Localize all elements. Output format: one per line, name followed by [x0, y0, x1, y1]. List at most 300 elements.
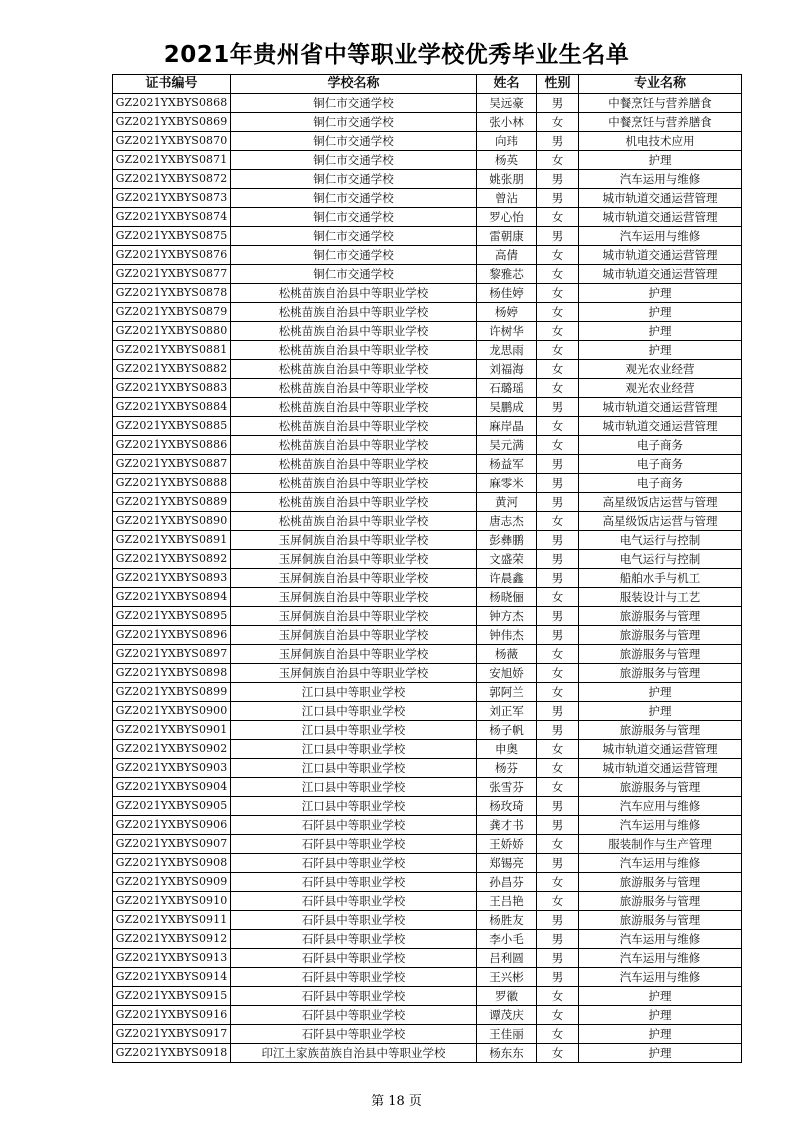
student-name-cell: 许树华 — [477, 322, 537, 341]
gender-cell: 男 — [537, 702, 579, 721]
gender-cell: 男 — [537, 550, 579, 569]
table-row — [113, 189, 742, 208]
certificate-no-cell: GZ2021YXBYS0907 — [113, 835, 231, 854]
major-cell: 护理 — [579, 1044, 742, 1063]
major-cell: 护理 — [579, 322, 742, 341]
major-cell: 旅游服务与管理 — [579, 911, 742, 930]
school-name-cell: 铜仁市交通学校 — [231, 113, 477, 132]
student-name-cell: 郭阿兰 — [477, 683, 537, 702]
major-cell: 护理 — [579, 683, 742, 702]
student-name-cell: 黄河 — [477, 493, 537, 512]
table-row — [113, 151, 742, 170]
school-name-cell: 铜仁市交通学校 — [231, 151, 477, 170]
major-cell: 高星级饭店运营与管理 — [579, 493, 742, 512]
table-row — [113, 379, 742, 398]
gender-cell: 女 — [537, 512, 579, 531]
school-name-cell: 玉屏侗族自治县中等职业学校 — [231, 569, 477, 588]
table-header — [113, 75, 742, 94]
table-row — [113, 797, 742, 816]
certificate-no-cell: GZ2021YXBYS0887 — [113, 455, 231, 474]
student-name-cell: 钟伟杰 — [477, 626, 537, 645]
certificate-no-cell: GZ2021YXBYS0909 — [113, 873, 231, 892]
school-name-cell: 玉屏侗族自治县中等职业学校 — [231, 664, 477, 683]
school-name-cell: 石阡县中等职业学校 — [231, 892, 477, 911]
school-name-cell: 松桃苗族自治县中等职业学校 — [231, 417, 477, 436]
certificate-no-cell: GZ2021YXBYS0872 — [113, 170, 231, 189]
student-name-cell: 黎雅芯 — [477, 265, 537, 284]
major-cell: 旅游服务与管理 — [579, 664, 742, 683]
certificate-no-cell: GZ2021YXBYS0897 — [113, 645, 231, 664]
gender-cell: 女 — [537, 778, 579, 797]
table-row — [113, 474, 742, 493]
gender-cell: 男 — [537, 949, 579, 968]
table-row — [113, 645, 742, 664]
certificate-no-cell: GZ2021YXBYS0873 — [113, 189, 231, 208]
student-name-cell: 龙思雨 — [477, 341, 537, 360]
gender-cell: 女 — [537, 664, 579, 683]
student-name-cell: 吴元满 — [477, 436, 537, 455]
certificate-no-cell: GZ2021YXBYS0905 — [113, 797, 231, 816]
major-cell: 城市轨道交通运营管理 — [579, 208, 742, 227]
major-cell: 服装设计与工艺 — [579, 588, 742, 607]
school-name-cell: 石阡县中等职业学校 — [231, 930, 477, 949]
school-name-cell: 松桃苗族自治县中等职业学校 — [231, 284, 477, 303]
student-name-cell: 杨子帆 — [477, 721, 537, 740]
table-row — [113, 911, 742, 930]
student-name-cell: 王兴彬 — [477, 968, 537, 987]
school-name-cell: 石阡县中等职业学校 — [231, 987, 477, 1006]
gender-cell: 女 — [537, 1044, 579, 1063]
student-name-cell: 谭茂庆 — [477, 1006, 537, 1025]
header-certificate-no: 证书编号 — [113, 75, 231, 94]
table-row — [113, 987, 742, 1006]
gender-cell: 男 — [537, 816, 579, 835]
certificate-no-cell: GZ2021YXBYS0883 — [113, 379, 231, 398]
gender-cell: 女 — [537, 341, 579, 360]
major-cell: 旅游服务与管理 — [579, 607, 742, 626]
table-row — [113, 1025, 742, 1044]
gender-cell: 女 — [537, 360, 579, 379]
page-number: 第 18 页 — [371, 1094, 422, 1109]
certificate-no-cell: GZ2021YXBYS0869 — [113, 113, 231, 132]
student-name-cell: 吴鹏成 — [477, 398, 537, 417]
student-name-cell: 杨益军 — [477, 455, 537, 474]
page-title: 2021年贵州省中等职业学校优秀毕业生名单 — [163, 42, 630, 68]
major-cell: 服装制作与生产管理 — [579, 835, 742, 854]
gender-cell: 男 — [537, 227, 579, 246]
gender-cell: 男 — [537, 721, 579, 740]
certificate-no-cell: GZ2021YXBYS0882 — [113, 360, 231, 379]
school-name-cell: 铜仁市交通学校 — [231, 208, 477, 227]
student-name-cell: 杨薇 — [477, 645, 537, 664]
major-cell: 汽车运用与维修 — [579, 170, 742, 189]
table-row — [113, 455, 742, 474]
major-cell: 城市轨道交通运营管理 — [579, 189, 742, 208]
gender-cell: 男 — [537, 607, 579, 626]
student-name-cell: 唐志杰 — [477, 512, 537, 531]
gender-cell: 女 — [537, 303, 579, 322]
school-name-cell: 松桃苗族自治县中等职业学校 — [231, 398, 477, 417]
gender-cell: 女 — [537, 417, 579, 436]
table-row — [113, 1044, 742, 1063]
student-name-cell: 杨玫琦 — [477, 797, 537, 816]
school-name-cell: 江口县中等职业学校 — [231, 683, 477, 702]
major-cell: 电子商务 — [579, 474, 742, 493]
table-row — [113, 208, 742, 227]
table-row — [113, 113, 742, 132]
student-name-cell: 麻零米 — [477, 474, 537, 493]
certificate-no-cell: GZ2021YXBYS0879 — [113, 303, 231, 322]
school-name-cell: 铜仁市交通学校 — [231, 189, 477, 208]
header-row — [113, 75, 742, 94]
certificate-no-cell: GZ2021YXBYS0884 — [113, 398, 231, 417]
school-name-cell: 玉屏侗族自治县中等职业学校 — [231, 550, 477, 569]
gender-cell: 男 — [537, 854, 579, 873]
school-name-cell: 江口县中等职业学校 — [231, 721, 477, 740]
major-cell: 城市轨道交通运营管理 — [579, 759, 742, 778]
certificate-no-cell: GZ2021YXBYS0885 — [113, 417, 231, 436]
major-cell: 高星级饭店运营与管理 — [579, 512, 742, 531]
major-cell: 汽车运用与维修 — [579, 949, 742, 968]
table-row — [113, 417, 742, 436]
certificate-no-cell: GZ2021YXBYS0915 — [113, 987, 231, 1006]
gender-cell: 男 — [537, 474, 579, 493]
major-cell: 汽车运用与维修 — [579, 816, 742, 835]
major-cell: 电气运行与控制 — [579, 531, 742, 550]
school-name-cell: 石阡县中等职业学校 — [231, 835, 477, 854]
student-name-cell: 王佳丽 — [477, 1025, 537, 1044]
certificate-no-cell: GZ2021YXBYS0875 — [113, 227, 231, 246]
certificate-no-cell: GZ2021YXBYS0877 — [113, 265, 231, 284]
gender-cell: 女 — [537, 113, 579, 132]
gender-cell: 女 — [537, 322, 579, 341]
table-row — [113, 835, 742, 854]
gender-cell: 女 — [537, 588, 579, 607]
school-name-cell: 松桃苗族自治县中等职业学校 — [231, 379, 477, 398]
table-row — [113, 759, 742, 778]
gender-cell: 女 — [537, 151, 579, 170]
certificate-no-cell: GZ2021YXBYS0908 — [113, 854, 231, 873]
school-name-cell: 铜仁市交通学校 — [231, 132, 477, 151]
table-row — [113, 569, 742, 588]
major-cell: 城市轨道交通运营管理 — [579, 740, 742, 759]
major-cell: 汽车运用与维修 — [579, 227, 742, 246]
student-name-cell: 雷朝康 — [477, 227, 537, 246]
table-row — [113, 588, 742, 607]
gender-cell: 男 — [537, 569, 579, 588]
student-name-cell: 王吕艳 — [477, 892, 537, 911]
major-cell: 机电技术应用 — [579, 132, 742, 151]
major-cell: 护理 — [579, 987, 742, 1006]
student-name-cell: 杨婷 — [477, 303, 537, 322]
student-name-cell: 龚才书 — [477, 816, 537, 835]
gender-cell: 男 — [537, 170, 579, 189]
certificate-no-cell: GZ2021YXBYS0889 — [113, 493, 231, 512]
student-name-cell: 罗心怡 — [477, 208, 537, 227]
gender-cell: 男 — [537, 189, 579, 208]
student-name-cell: 刘正军 — [477, 702, 537, 721]
gender-cell: 男 — [537, 911, 579, 930]
table-row — [113, 664, 742, 683]
certificate-no-cell: GZ2021YXBYS0917 — [113, 1025, 231, 1044]
gender-cell: 男 — [537, 398, 579, 417]
school-name-cell: 石阡县中等职业学校 — [231, 854, 477, 873]
major-cell: 城市轨道交通运营管理 — [579, 417, 742, 436]
major-cell: 汽车运用与维修 — [579, 854, 742, 873]
gender-cell: 女 — [537, 1006, 579, 1025]
school-name-cell: 石阡县中等职业学校 — [231, 949, 477, 968]
table-row — [113, 930, 742, 949]
school-name-cell: 石阡县中等职业学校 — [231, 1006, 477, 1025]
table-row — [113, 360, 742, 379]
school-name-cell: 江口县中等职业学校 — [231, 778, 477, 797]
gender-cell: 女 — [537, 645, 579, 664]
student-name-cell: 李小毛 — [477, 930, 537, 949]
school-name-cell: 松桃苗族自治县中等职业学校 — [231, 436, 477, 455]
table-row — [113, 778, 742, 797]
gender-cell: 男 — [537, 968, 579, 987]
student-name-cell: 高倩 — [477, 246, 537, 265]
gender-cell: 男 — [537, 455, 579, 474]
table-row — [113, 740, 742, 759]
table-row — [113, 341, 742, 360]
school-name-cell: 松桃苗族自治县中等职业学校 — [231, 360, 477, 379]
table-row — [113, 702, 742, 721]
gender-cell: 男 — [537, 493, 579, 512]
certificate-no-cell: GZ2021YXBYS0886 — [113, 436, 231, 455]
header-school-name: 学校名称 — [231, 75, 477, 94]
certificate-no-cell: GZ2021YXBYS0876 — [113, 246, 231, 265]
student-name-cell: 郑锡亮 — [477, 854, 537, 873]
major-cell: 旅游服务与管理 — [579, 626, 742, 645]
school-name-cell: 松桃苗族自治县中等职业学校 — [231, 322, 477, 341]
school-name-cell: 石阡县中等职业学校 — [231, 968, 477, 987]
gender-cell: 男 — [537, 930, 579, 949]
school-name-cell: 铜仁市交通学校 — [231, 246, 477, 265]
student-name-cell: 张小林 — [477, 113, 537, 132]
student-name-cell: 向玮 — [477, 132, 537, 151]
gender-cell: 女 — [537, 835, 579, 854]
student-name-cell: 钟方杰 — [477, 607, 537, 626]
school-name-cell: 玉屏侗族自治县中等职业学校 — [231, 645, 477, 664]
gender-cell: 女 — [537, 759, 579, 778]
header-gender: 性别 — [537, 75, 579, 94]
major-cell: 护理 — [579, 341, 742, 360]
major-cell: 护理 — [579, 284, 742, 303]
certificate-no-cell: GZ2021YXBYS0903 — [113, 759, 231, 778]
school-name-cell: 石阡县中等职业学校 — [231, 873, 477, 892]
certificate-no-cell: GZ2021YXBYS0878 — [113, 284, 231, 303]
certificate-no-cell: GZ2021YXBYS0893 — [113, 569, 231, 588]
major-cell: 护理 — [579, 151, 742, 170]
certificate-no-cell: GZ2021YXBYS0874 — [113, 208, 231, 227]
table-row — [113, 550, 742, 569]
gender-cell: 女 — [537, 892, 579, 911]
certificate-no-cell: GZ2021YXBYS0868 — [113, 94, 231, 113]
school-name-cell: 江口县中等职业学校 — [231, 759, 477, 778]
major-cell: 护理 — [579, 1025, 742, 1044]
student-name-cell: 孙昌芬 — [477, 873, 537, 892]
student-name-cell: 吕利圆 — [477, 949, 537, 968]
student-name-cell: 麻岸晶 — [477, 417, 537, 436]
table-row — [113, 1006, 742, 1025]
table-row — [113, 873, 742, 892]
gender-cell: 女 — [537, 379, 579, 398]
school-name-cell: 玉屏侗族自治县中等职业学校 — [231, 607, 477, 626]
certificate-no-cell: GZ2021YXBYS0900 — [113, 702, 231, 721]
school-name-cell: 松桃苗族自治县中等职业学校 — [231, 303, 477, 322]
major-cell: 旅游服务与管理 — [579, 778, 742, 797]
major-cell: 电气运行与控制 — [579, 550, 742, 569]
student-name-cell: 杨芬 — [477, 759, 537, 778]
school-name-cell: 铜仁市交通学校 — [231, 94, 477, 113]
gender-cell: 女 — [537, 740, 579, 759]
gender-cell: 女 — [537, 265, 579, 284]
certificate-no-cell: GZ2021YXBYS0910 — [113, 892, 231, 911]
table-row — [113, 227, 742, 246]
gender-cell: 男 — [537, 531, 579, 550]
certificate-no-cell: GZ2021YXBYS0911 — [113, 911, 231, 930]
table-row — [113, 683, 742, 702]
certificate-no-cell: GZ2021YXBYS0888 — [113, 474, 231, 493]
table-row — [113, 322, 742, 341]
certificate-no-cell: GZ2021YXBYS0894 — [113, 588, 231, 607]
student-name-cell: 申奥 — [477, 740, 537, 759]
student-name-cell: 张雪芬 — [477, 778, 537, 797]
major-cell: 汽车运用与维修 — [579, 968, 742, 987]
gender-cell: 男 — [537, 132, 579, 151]
table-body — [113, 94, 742, 1063]
certificate-no-cell: GZ2021YXBYS0871 — [113, 151, 231, 170]
school-name-cell: 印江土家族苗族自治县中等职业学校 — [231, 1044, 477, 1063]
major-cell: 护理 — [579, 1006, 742, 1025]
certificate-no-cell: GZ2021YXBYS0914 — [113, 968, 231, 987]
certificate-no-cell: GZ2021YXBYS0898 — [113, 664, 231, 683]
certificate-no-cell: GZ2021YXBYS0880 — [113, 322, 231, 341]
student-name-cell: 姚张朋 — [477, 170, 537, 189]
student-name-cell: 罗徽 — [477, 987, 537, 1006]
certificate-no-cell: GZ2021YXBYS0916 — [113, 1006, 231, 1025]
gender-cell: 女 — [537, 284, 579, 303]
certificate-no-cell: GZ2021YXBYS0902 — [113, 740, 231, 759]
school-name-cell: 松桃苗族自治县中等职业学校 — [231, 512, 477, 531]
table-row — [113, 531, 742, 550]
certificate-no-cell: GZ2021YXBYS0913 — [113, 949, 231, 968]
certificate-no-cell: GZ2021YXBYS0891 — [113, 531, 231, 550]
header-major: 专业名称 — [579, 75, 742, 94]
major-cell: 电子商务 — [579, 455, 742, 474]
certificate-no-cell: GZ2021YXBYS0896 — [113, 626, 231, 645]
major-cell: 汽车运用与维修 — [579, 930, 742, 949]
table-row — [113, 132, 742, 151]
gender-cell: 男 — [537, 797, 579, 816]
school-name-cell: 松桃苗族自治县中等职业学校 — [231, 455, 477, 474]
school-name-cell: 江口县中等职业学校 — [231, 702, 477, 721]
major-cell: 旅游服务与管理 — [579, 873, 742, 892]
school-name-cell: 玉屏侗族自治县中等职业学校 — [231, 531, 477, 550]
major-cell: 城市轨道交通运营管理 — [579, 398, 742, 417]
table-row — [113, 436, 742, 455]
table-row — [113, 816, 742, 835]
school-name-cell: 江口县中等职业学校 — [231, 797, 477, 816]
school-name-cell: 铜仁市交通学校 — [231, 170, 477, 189]
gender-cell: 女 — [537, 208, 579, 227]
major-cell: 中餐烹饪与营养膳食 — [579, 113, 742, 132]
table-row — [113, 398, 742, 417]
table-row — [113, 854, 742, 873]
student-name-cell: 杨胜友 — [477, 911, 537, 930]
certificate-no-cell: GZ2021YXBYS0899 — [113, 683, 231, 702]
school-name-cell: 石阡县中等职业学校 — [231, 816, 477, 835]
gender-cell: 女 — [537, 987, 579, 1006]
student-name-cell: 吴远豪 — [477, 94, 537, 113]
major-cell: 城市轨道交通运营管理 — [579, 246, 742, 265]
student-name-cell: 彭彝鹏 — [477, 531, 537, 550]
gender-cell: 女 — [537, 246, 579, 265]
school-name-cell: 石阡县中等职业学校 — [231, 1025, 477, 1044]
certificate-no-cell: GZ2021YXBYS0901 — [113, 721, 231, 740]
school-name-cell: 松桃苗族自治县中等职业学校 — [231, 474, 477, 493]
gender-cell: 女 — [537, 683, 579, 702]
certificate-no-cell: GZ2021YXBYS0881 — [113, 341, 231, 360]
major-cell: 船舶水手与机工 — [579, 569, 742, 588]
student-name-cell: 许晨鑫 — [477, 569, 537, 588]
table-row — [113, 265, 742, 284]
table-row — [113, 246, 742, 265]
school-name-cell: 江口县中等职业学校 — [231, 740, 477, 759]
student-name-cell: 安旭娇 — [477, 664, 537, 683]
certificate-no-cell: GZ2021YXBYS0870 — [113, 132, 231, 151]
table-row — [113, 493, 742, 512]
student-name-cell: 杨东东 — [477, 1044, 537, 1063]
major-cell: 旅游服务与管理 — [579, 892, 742, 911]
gender-cell: 女 — [537, 1025, 579, 1044]
major-cell: 电子商务 — [579, 436, 742, 455]
table-row — [113, 303, 742, 322]
certificate-no-cell: GZ2021YXBYS0895 — [113, 607, 231, 626]
gender-cell: 男 — [537, 94, 579, 113]
major-cell: 城市轨道交通运营管理 — [579, 265, 742, 284]
table-row — [113, 284, 742, 303]
table-row — [113, 626, 742, 645]
school-name-cell: 松桃苗族自治县中等职业学校 — [231, 341, 477, 360]
graduates-table — [112, 74, 742, 1063]
major-cell: 旅游服务与管理 — [579, 721, 742, 740]
student-name-cell: 石璐瑶 — [477, 379, 537, 398]
certificate-no-cell: GZ2021YXBYS0912 — [113, 930, 231, 949]
major-cell: 旅游服务与管理 — [579, 645, 742, 664]
major-cell: 观光农业经营 — [579, 360, 742, 379]
table-row — [113, 892, 742, 911]
certificate-no-cell: GZ2021YXBYS0918 — [113, 1044, 231, 1063]
table-row — [113, 721, 742, 740]
student-name-cell: 王娇娇 — [477, 835, 537, 854]
major-cell: 中餐烹饪与营养膳食 — [579, 94, 742, 113]
table-row — [113, 512, 742, 531]
student-name-cell: 文盛荣 — [477, 550, 537, 569]
student-name-cell: 刘福海 — [477, 360, 537, 379]
major-cell: 护理 — [579, 702, 742, 721]
gender-cell: 女 — [537, 873, 579, 892]
certificate-no-cell: GZ2021YXBYS0890 — [113, 512, 231, 531]
school-name-cell: 玉屏侗族自治县中等职业学校 — [231, 588, 477, 607]
header-student-name: 姓名 — [477, 75, 537, 94]
table-row — [113, 968, 742, 987]
gender-cell: 男 — [537, 626, 579, 645]
gender-cell: 女 — [537, 436, 579, 455]
table-row — [113, 949, 742, 968]
school-name-cell: 铜仁市交通学校 — [231, 265, 477, 284]
